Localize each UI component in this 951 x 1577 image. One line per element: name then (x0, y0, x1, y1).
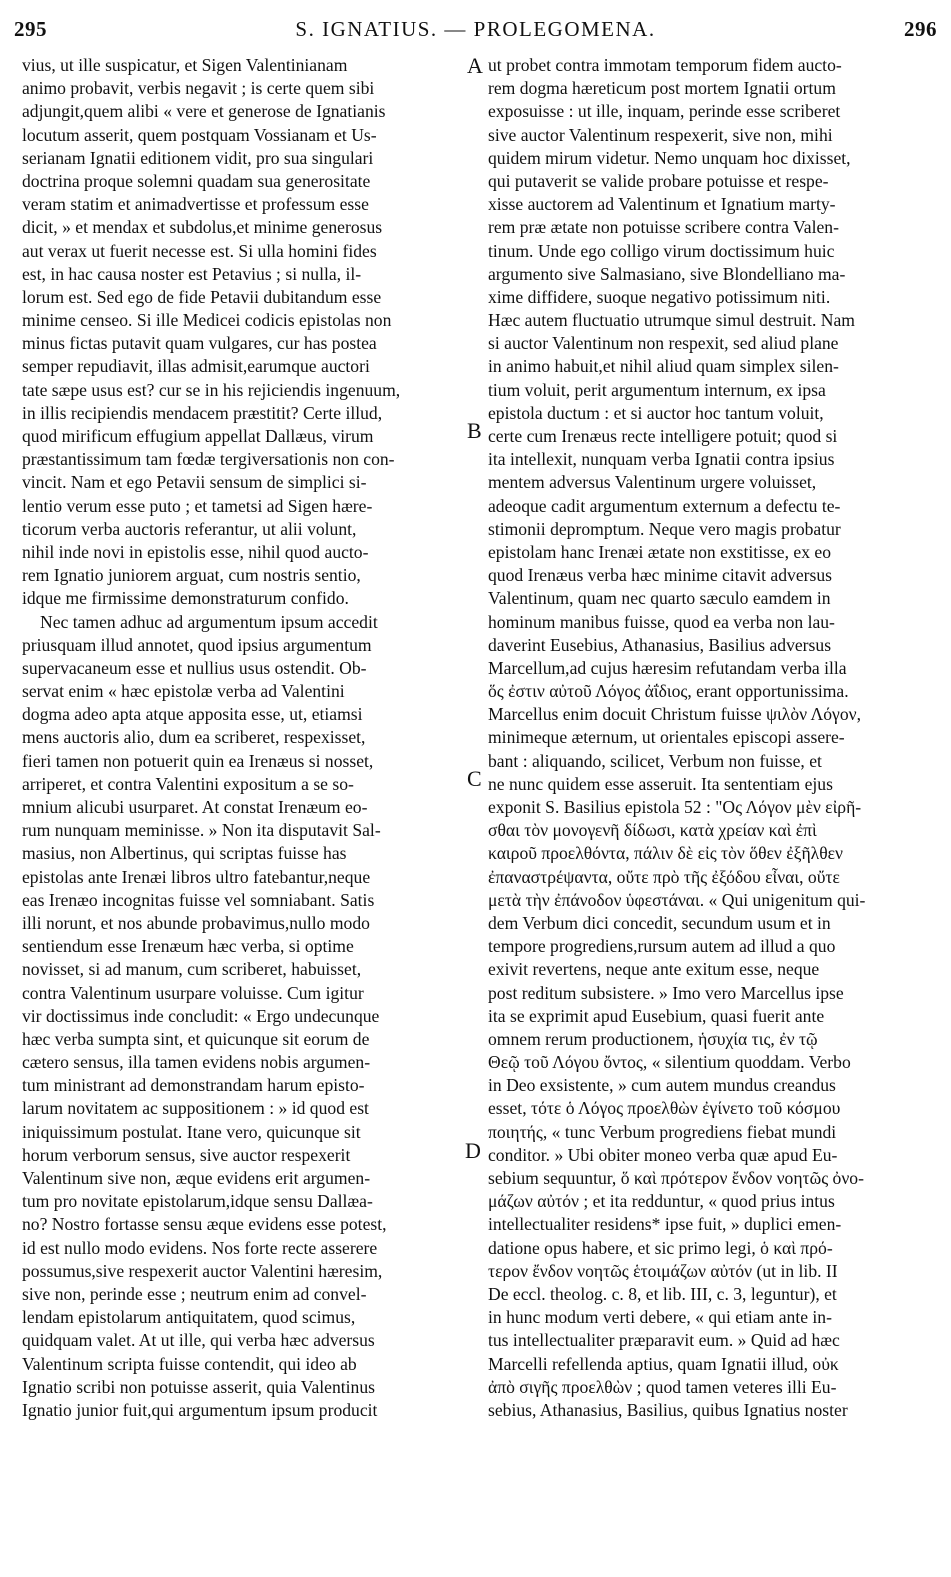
text-line: quod mirificum effugium appellat Dallæus, virum (22, 426, 374, 446)
text-line: serianam Ignatii editionem vidit, pro sua singulari (22, 147, 374, 168)
text-line: Hæc autem fluctuatio utrumque simul destruit. Nam (488, 310, 855, 331)
text-line: rem præ ætate non potuisse scribere contra Valen- (488, 217, 839, 238)
text-line: tinum. Unde ego colligo virum doctissimum huic (488, 240, 835, 261)
margin-marker-b: B (467, 418, 482, 443)
text-line: Marcellus enim docuit Christum fuisse ψιλὸν Λόγον, (488, 704, 861, 725)
text-line: si auctor Valentinum non respexit, sed aliud plane (488, 333, 839, 354)
text-line: minime censeo. Si ille Medicei codicis epistolas non (22, 310, 392, 331)
text-line: epistolam hanc Irenæi ætate non exstitisse, ex eo (488, 541, 831, 562)
text-line: tum ministrant ad demonstrandam harum episto- (22, 1075, 365, 1096)
text-line: mentem adversus Valentinum urgere voluisset, (488, 472, 817, 493)
text-line: datione opus habere, et sic primo legi, ὁ καὶ πρό- (488, 1237, 833, 1258)
text-line: ἀπὸ σιγῆς προελθὼν ; quod tamen veteres illi Eu- (488, 1376, 837, 1397)
text-line: lentio verum esse puto ; et tametsi ad Sigen hære- (22, 495, 373, 516)
text-line: exivit revertens, neque ante exitum esse, neque (488, 959, 820, 980)
text-line: eas Irenæo incognitas fuisse vel somniabant. Satis (22, 889, 375, 910)
text-line: minus fictas putavit quam vulgares, cur has postea (22, 333, 377, 354)
text-line: est, in hac causa noster est Petavius ; si nulla, il- (22, 263, 362, 284)
text-line: vir doctissimus inde concludit: « Ergo undecunque (22, 1005, 380, 1026)
text-line: ita intellexit, nunquam verba Ignatii contra ipsius (488, 449, 835, 470)
text-line: mnium alicubi usurparet. At constat Irenæum eo- (22, 797, 368, 817)
text-line: De eccl. theolog. c. 8, et lib. III, c. 3, leguntur), et (488, 1283, 837, 1304)
right-column (488, 54, 931, 1422)
text-line: epistola ductum : et si auctor hoc tantum voluit, (488, 402, 824, 423)
text-line: lorum est. Sed ego de fide Petavii dubitandum esse (22, 286, 382, 307)
text-line: in animo habuit,et nihil aliud quam simplex silen- (488, 356, 839, 377)
text-line: quod Irenæus verba hæc minime citavit adversus (488, 565, 832, 586)
text-line: tempore progrediens,rursum autem ad illud a quo (488, 936, 836, 957)
text-line: Ignatio scribi non potuisse asserit, quia Valentinus (22, 1376, 375, 1397)
text-line: animo probavit, verbis negavit ; is certe quem sibi (22, 78, 375, 99)
text-line: ne nunc quidem esse asseruit. Ita sententiam ejus (488, 773, 833, 794)
text-line: priusquam illud annotet, quod ipsius argumentum (22, 634, 372, 655)
text-line: sebium sequuntur, ὅ καὶ πρότερον ἔνδον νοητῶς ὀνο- (488, 1168, 864, 1188)
margin-marker-d: D (465, 1138, 481, 1163)
text-line: sive non, perinde esse ; neutrum enim ad convel- (22, 1283, 367, 1304)
text-line: cætero sensus, illa tamen evidens nobis argumen- (22, 1052, 371, 1073)
text-line: quidem mirum videtur. Nemo unquam hoc dixisset, (488, 147, 851, 168)
text-line: Ignatio junior fuit,qui argumentum ipsum producit (22, 1399, 378, 1420)
running-title: S. IGNATIUS. — PROLEGOMENA. (295, 17, 656, 41)
text-line: servat enim « hæc epistolæ verba ad Valentini (22, 681, 345, 702)
text-line: omnem rerum productionem, ἡσυχία τις, ἐν τῷ (488, 1028, 818, 1049)
text-line: quidquam valet. At ut ille, qui verba hæc adversus (22, 1330, 375, 1351)
text-line: qui putaverit se valide probare potuisse et respe- (488, 170, 829, 191)
text-line: contra Valentinum usurpare voluisse. Cum igitur (22, 982, 364, 1003)
text-line: sebius, Athanasius, Basilius, quibus Ignatius noster (488, 1399, 848, 1420)
text-line: vincit. Nam et ego Petavii sensum de simplici si- (22, 472, 367, 493)
text-line: certe cum Irenæus recte intelligere potuit; quod si (488, 426, 838, 446)
text-line: lendam epistolarum antiquitatem, quod scimus, (22, 1307, 356, 1328)
text-line: arriperet, et contra Valentini expositum a se so- (22, 773, 354, 794)
text-line: Marcelli refellenda aptius, quam Ignatii illud, οὐκ (488, 1353, 839, 1374)
text-line: exponit S. Basilius epistola 52 : "Ος Λόγον μὲν εἰρῆ- (488, 797, 862, 817)
text-line: veram statim et animadvertisse et professum esse (22, 194, 369, 215)
text-line: Marcellum,ad cujus hæresim refutandam verba illa (488, 657, 847, 678)
text-line: vius, ut ille suspicatur, et Sigen Valentinianam (22, 55, 348, 75)
text-line: Valentinum sive non, æque evidens erit argumen- (22, 1168, 371, 1188)
margin-marker-c: C (467, 766, 482, 791)
text-line: novisset, si ad manum, cum scriberet, habuisset, (22, 959, 362, 980)
text-line: μετὰ τὴν ἐπάνοδον ὑφεστάναι. « Qui unigenitum qui- (488, 889, 866, 910)
text-line: rem Ignatio juniorem arguat, cum nostris sentio, (22, 565, 361, 586)
text-line: post reditum subsistere. » Imo vero Marcellus ipse (488, 982, 844, 1003)
text-line: ut probet contra immotam temporum fidem aucto- (488, 55, 842, 75)
text-line: iniquissimum postulat. Itane vero, quicunque sit (22, 1121, 361, 1142)
text-line: hominum manibus fuisse, quod ea verba non lau- (488, 611, 835, 632)
text-line: rem dogma hæreticum post mortem Ignatii ortum (488, 78, 836, 99)
text-line: sentiendum esse Irenæum hæc verba, si optime (22, 936, 354, 957)
text-line: possumus,sive respexerit auctor Valentini hæresim, (22, 1260, 383, 1281)
text-line: id est nullo modo evidens. Nos forte recte asserere (22, 1237, 378, 1258)
text-line: adjungit,quem alibi « vere et generose de Ignatianis (22, 101, 386, 122)
text-line: tium voluit, perit argumentum internum, ex ipsa (488, 379, 826, 400)
text-line: dicit, » et mendax et subdolus,et minime generosus (22, 217, 383, 238)
text-line: nihil inde novi in epistolis esse, nihil quod aucto- (22, 541, 369, 562)
text-line: idque me firmissime demonstraturum confido. (22, 588, 349, 609)
text-line: intellectualiter residens* ipse fuit, » duplici emen- (488, 1214, 842, 1235)
text-line: Θεῷ τοῦ Λόγου ὄντος, « silentium quoddam. Verbo (488, 1052, 851, 1073)
page-number-left: 295 (14, 17, 47, 41)
text-line: τερον ἔνδον νοητῶς ἑτοιμάζων αὐτόν (ut in lib. II (488, 1260, 838, 1281)
margin-marker-a: A (467, 53, 483, 78)
text-line: aut verax ut fuerit necesse est. Si ulla homini fides (22, 240, 377, 261)
text-line: masius, non Albertinus, qui scriptas fuisse has (22, 843, 347, 864)
text-line: Valentinum, quam nec quarto sæculo eamdem in (488, 588, 831, 609)
text-line: locutum asserit, quem postquam Vossianam et Us- (22, 124, 377, 145)
text-line: tum pro novitate epistolarum,idque sensu Dallæa- (22, 1191, 373, 1212)
text-line: sive auctor Valentinum respexerit, sive non, mihi (488, 124, 833, 145)
text-line: mens auctoris alio, dum ea scriberet, respexisset, (22, 727, 366, 748)
text-line: bant : aliquando, scilicet, Verbum non fuisse, et (488, 750, 822, 771)
text-line: exposuisse : ut ille, inquam, perinde esse scriberet (488, 101, 841, 122)
text-line: in illis recipiendis mendacem præstitit? Certe illud, (22, 402, 383, 423)
text-line: no? Nostro fortasse sensu æque evidens esse potest, (22, 1214, 387, 1235)
text-line: Valentinum scripta fuisse contendit, qui ideo ab (22, 1353, 357, 1374)
text-line: Nec tamen adhuc ad argumentum ipsum accedit (40, 611, 378, 632)
text-line: conditor. » Ubi obiter moneo verba quæ apud Eu- (488, 1144, 838, 1165)
text-line: ὅς ἐστιν αὐτοῦ Λόγος ἀΐδιος, erant opportunissima. (488, 681, 849, 702)
text-line: dem Verbum dici concedit, secundum usum et in (488, 912, 831, 933)
text-line: semper repudiavit, illas admisit,earumque auctori (22, 356, 370, 377)
text-line: xime diffidere, suoque negativo potissimum niti. (488, 286, 831, 307)
text-line: σθαι τὸν μονογενῆ δίδωσι, κατὰ χρείαν καὶ ἐπὶ (488, 820, 817, 841)
text-line: adeoque cadit argumentum externum a defectu te- (488, 495, 841, 516)
left-column (22, 54, 462, 1422)
text-line: præstantissimum tam fœdæ tergiversationis non con- (22, 449, 395, 470)
text-line: ita se exprimit apud Eusebium, quasi fuerit ante (488, 1005, 825, 1026)
text-line: xisse auctorem ad Valentinum et Ignatium marty- (488, 194, 836, 215)
text-line: epistolas ante Irenæi libros ultro fatebantur,neque (22, 866, 371, 887)
text-line: tate sæpe usus est? cur se in his rejiciendis ingenuum, (22, 379, 401, 400)
text-line: illi norunt, et nos abunde probavimus,nullo modo (22, 912, 370, 933)
text-line: ἐπαναστρέψαντα, οὔτε πρὸ τῆς ἐξόδου εἶναι, οὔτε (488, 866, 840, 887)
text-line: hæc verba sumpta sint, et quicunque sit eorum de (22, 1028, 370, 1049)
text-line: esset, τότε ὁ Λόγος προελθὼν ἐγίνετο τοῦ κόσμου (488, 1098, 841, 1119)
text-line: stimonii depromptum. Neque vero magis probatur (488, 518, 841, 539)
text-line: καιροῦ προελθόντα, πάλιν δὲ εἰς τὸν ὅθεν ἐξῆλθεν (488, 843, 843, 864)
page-number-right: 296 (904, 17, 937, 41)
text-line: horum verborum sensus, sive auctor respexerit (22, 1144, 351, 1165)
text-line: fieri tamen non potuerit quin ea Irenæus si nosset, (22, 750, 374, 771)
text-line: rum nunquam meminisse. » Non ita disputavit Sal- (22, 820, 381, 841)
text-line: ποιητής, « tunc Verbum progrediens fiebat mundi (488, 1121, 837, 1142)
text-line: minimeque æternum, ut orientales episcopi assere- (488, 727, 845, 748)
text-line: doctrina proque solemni quadam sua generositate (22, 170, 371, 191)
text-line: daverint Eusebius, Athanasius, Basilius adversus (488, 634, 832, 655)
text-line: larum novitatem ac suppositionem : » id quod est (22, 1098, 369, 1119)
text-line: μάζων αὐτόν ; et ita redduntur, « quod prius intus (488, 1191, 835, 1212)
text-line: argumento sive Salmasiano, sive Blondelliano ma- (488, 263, 846, 284)
text-line: in hunc modum verti debere, « qui etiam ante in- (488, 1307, 832, 1328)
text-line: ticorum verba auctoris referantur, ut alii volunt, (22, 518, 357, 539)
running-header (0, 0, 951, 44)
text-line: in Deo exsistente, » cum autem mundus creandus (488, 1075, 836, 1096)
text-line: supervacaneum esse et nullius usus ostendit. Ob- (22, 657, 367, 678)
text-line: dogma adeo apta atque apposita esse, ut, etiamsi (22, 704, 363, 725)
text-line: tus intellectualiter præparavit eum. » Quid ad hæc (488, 1330, 840, 1351)
